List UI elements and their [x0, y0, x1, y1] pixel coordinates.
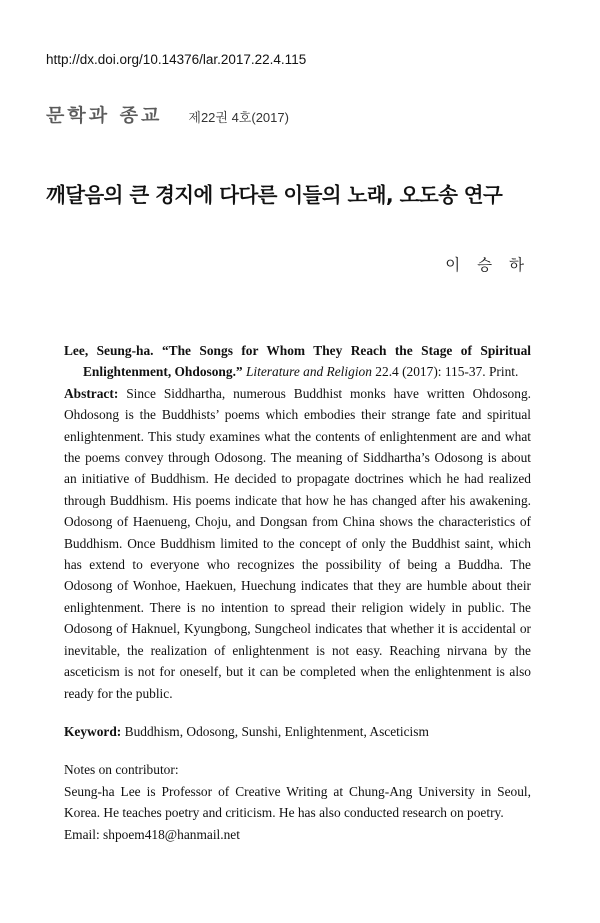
keywords: [64, 721, 531, 742]
contributor-email[interactable]: Email: shpoem418@hanmail.net: [64, 826, 240, 842]
contributor-heading: Notes on contributor:: [64, 762, 179, 778]
contributor-notes: [64, 759, 531, 845]
article-title: 깨달음의 큰 경지에 다다른 이들의 노래, 오도송 연구: [46, 183, 503, 207]
english-summary: [64, 340, 531, 845]
abstract-label: Abstract:: [64, 385, 119, 401]
issue-info: 제22권 4호(2017): [188, 110, 289, 125]
citation: [64, 340, 531, 383]
masthead: [46, 101, 289, 128]
abstract-text: Since Siddhartha, numerous Buddhist monks have written Ohdosong. Ohdosong is the Buddhists’ poems which embodies their strange fate and spiritual enlightenment. This study examines what the contents of enlightenment are and what the poems convey through Odosong. The meaning of Siddhartha’s Odosong is about an initiative of Buddhism. He decided to propagate doctrines which he had realized through Buddhism. His poems indicate that how he has changed after his awakening. Odosong of Haenueng, Choju, and Dongsan from China shows the characteristics of Buddhism. Once Buddhism limited to the concept of only the Buddhist saint, which has extend to everyone who recognizes the possibility of being a Buddha. The Odosong of Wonhoe, Haekuen, Huechung indicates that they are humble about their enlightenment. There is no intention to spread their religion widely in public. The Odosong of Haknuel, Kyungbong, Sungcheol indicates that whether it is accidental or inevitable, the realization of enlightenment is not easy. Reaching nirvana by the asceticism is not for oneself, but it can be completed when the enlightenment is also ready for the public.: [64, 385, 531, 701]
contributor-bio: Seung-ha Lee is Professor of Creative Writing at Chung-Ang University in Seoul, Korea. He teaches poetry and criticism. He has also conducted research on poetry.: [64, 783, 531, 821]
journal-logo: 문학과 종교: [46, 105, 163, 127]
abstract: [64, 383, 531, 704]
keywords-label: Keyword:: [64, 723, 122, 739]
article-author: 이 승 하: [445, 256, 530, 274]
citation-journal: Literature and Religion: [245, 364, 372, 380]
keywords-text: Buddhism, Odosong, Sunshi, Enlightenment, Asceticism: [124, 723, 429, 739]
citation-authors: Lee, Seung-ha.: [64, 343, 154, 358]
citation-details: 22.4 (2017): 115-37. Print.: [375, 364, 519, 380]
doi-link[interactable]: http://dx.doi.org/10.14376/lar.2017.22.4.115: [46, 52, 307, 67]
citation-title: “The Songs for Whom They Reach the Stage of Spiritual Enlightenment, Ohdosong.”: [83, 343, 531, 380]
